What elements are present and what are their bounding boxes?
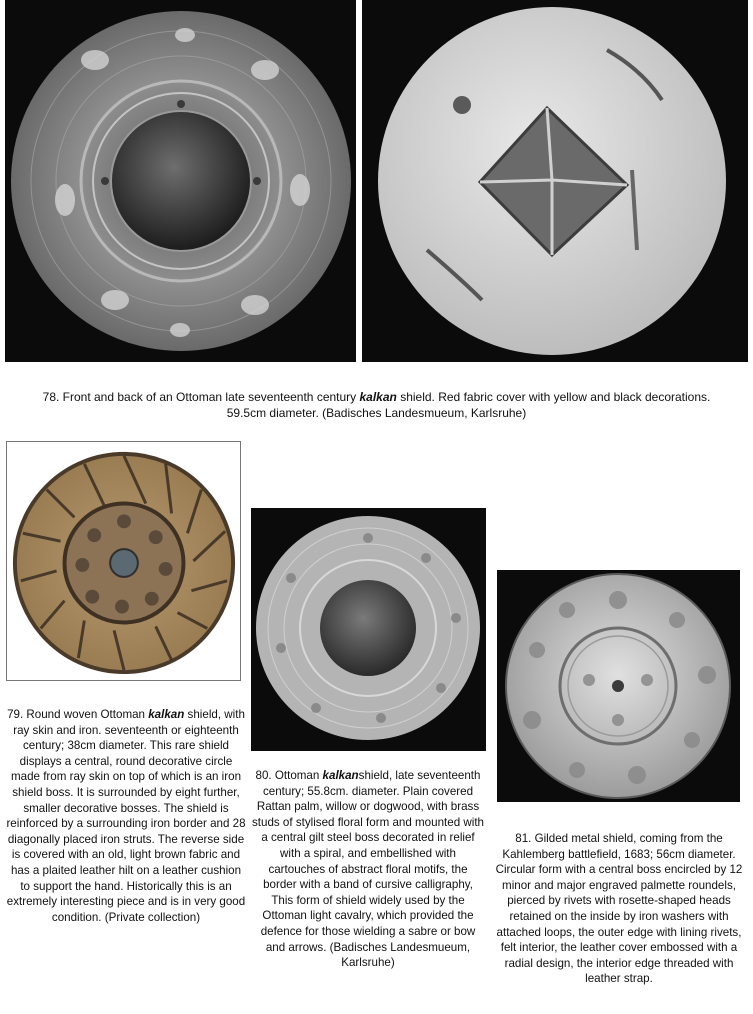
shield-80-illustration bbox=[251, 508, 486, 751]
caption-78-line1-pre: 78. Front and back of an Ottoman late seventeenth century bbox=[42, 390, 360, 404]
shield-81-illustration bbox=[497, 570, 740, 802]
caption-79-pre: 79. Round woven Ottoman bbox=[7, 708, 149, 721]
photo-81 bbox=[497, 570, 740, 802]
caption-80-pre: 80. Ottoman bbox=[255, 769, 323, 782]
shield-78-back-illustration bbox=[362, 0, 748, 362]
caption-81-text: 81. Gilded metal shield, coming from the Kahlemberg battlefield, 1683; 56cm diameter. Circular form with a central boss encircled by 12 minor and major engraved palmette roundels, pierced by rivets with rosette-shaped heads retained on the inside by iron washers with attached loops, the outer edge with lining rivets, felt interior, the leather cover embossed with a radial design, the interior edge threaded with leather strap. bbox=[495, 832, 743, 986]
photo-78-back bbox=[362, 0, 748, 362]
caption-81 bbox=[494, 831, 744, 987]
caption-78-line2: 59.5cm diameter. (Badisches Landesmueum, Karlsruhe) bbox=[226, 405, 527, 420]
caption-80-term: kalkan bbox=[322, 769, 359, 782]
caption-80 bbox=[252, 768, 484, 971]
photo-80 bbox=[251, 508, 486, 751]
caption-78-term: kalkan bbox=[359, 390, 397, 404]
photo-78-front bbox=[5, 0, 356, 362]
caption-78 bbox=[18, 390, 735, 421]
caption-79-term: kalkan bbox=[148, 708, 185, 721]
caption-79 bbox=[6, 707, 246, 925]
caption-80-post: shield, late seventeenth century; 55.8cm. diameter. Plain covered Rattan palm, willow or dogwood, with brass studs of stylised floral form and mounted with a central gilt steel boss decorated in relief with a spiral, and embellished with cartouches of abstract floral motifs, the border with a band of cursive calligraphy, This form of shield widely used by the Ottoman light cavalry, which provided the defence for those wielding a sabre or bow and arrows. (Badisches Landesmueum, Karlsruhe) bbox=[252, 769, 484, 970]
shield-78-front-illustration bbox=[5, 0, 356, 362]
shield-79-illustration bbox=[7, 442, 240, 680]
caption-79-post: shield, with ray skin and iron. seventeenth or eighteenth century; 38cm diameter. This rare shield displays a central, round decorative circle made from ray skin on top of which is an iron shield boss. It is surrounded by eight further, smaller decorative bosses. The shield is reinforced by a surrounding iron border and 28 diagonally placed iron struts. The reverse side is covered with an old, light brown fabric and has a plaited leather hilt on a leather cushion to support the hand. Historically this is an extremely interesting piece and is in very good condition. (Private collection) bbox=[6, 708, 246, 924]
photo-79-frame bbox=[6, 441, 241, 681]
caption-78-line1-post: shield. Red fabric cover with yellow and black decorations. bbox=[396, 390, 711, 404]
